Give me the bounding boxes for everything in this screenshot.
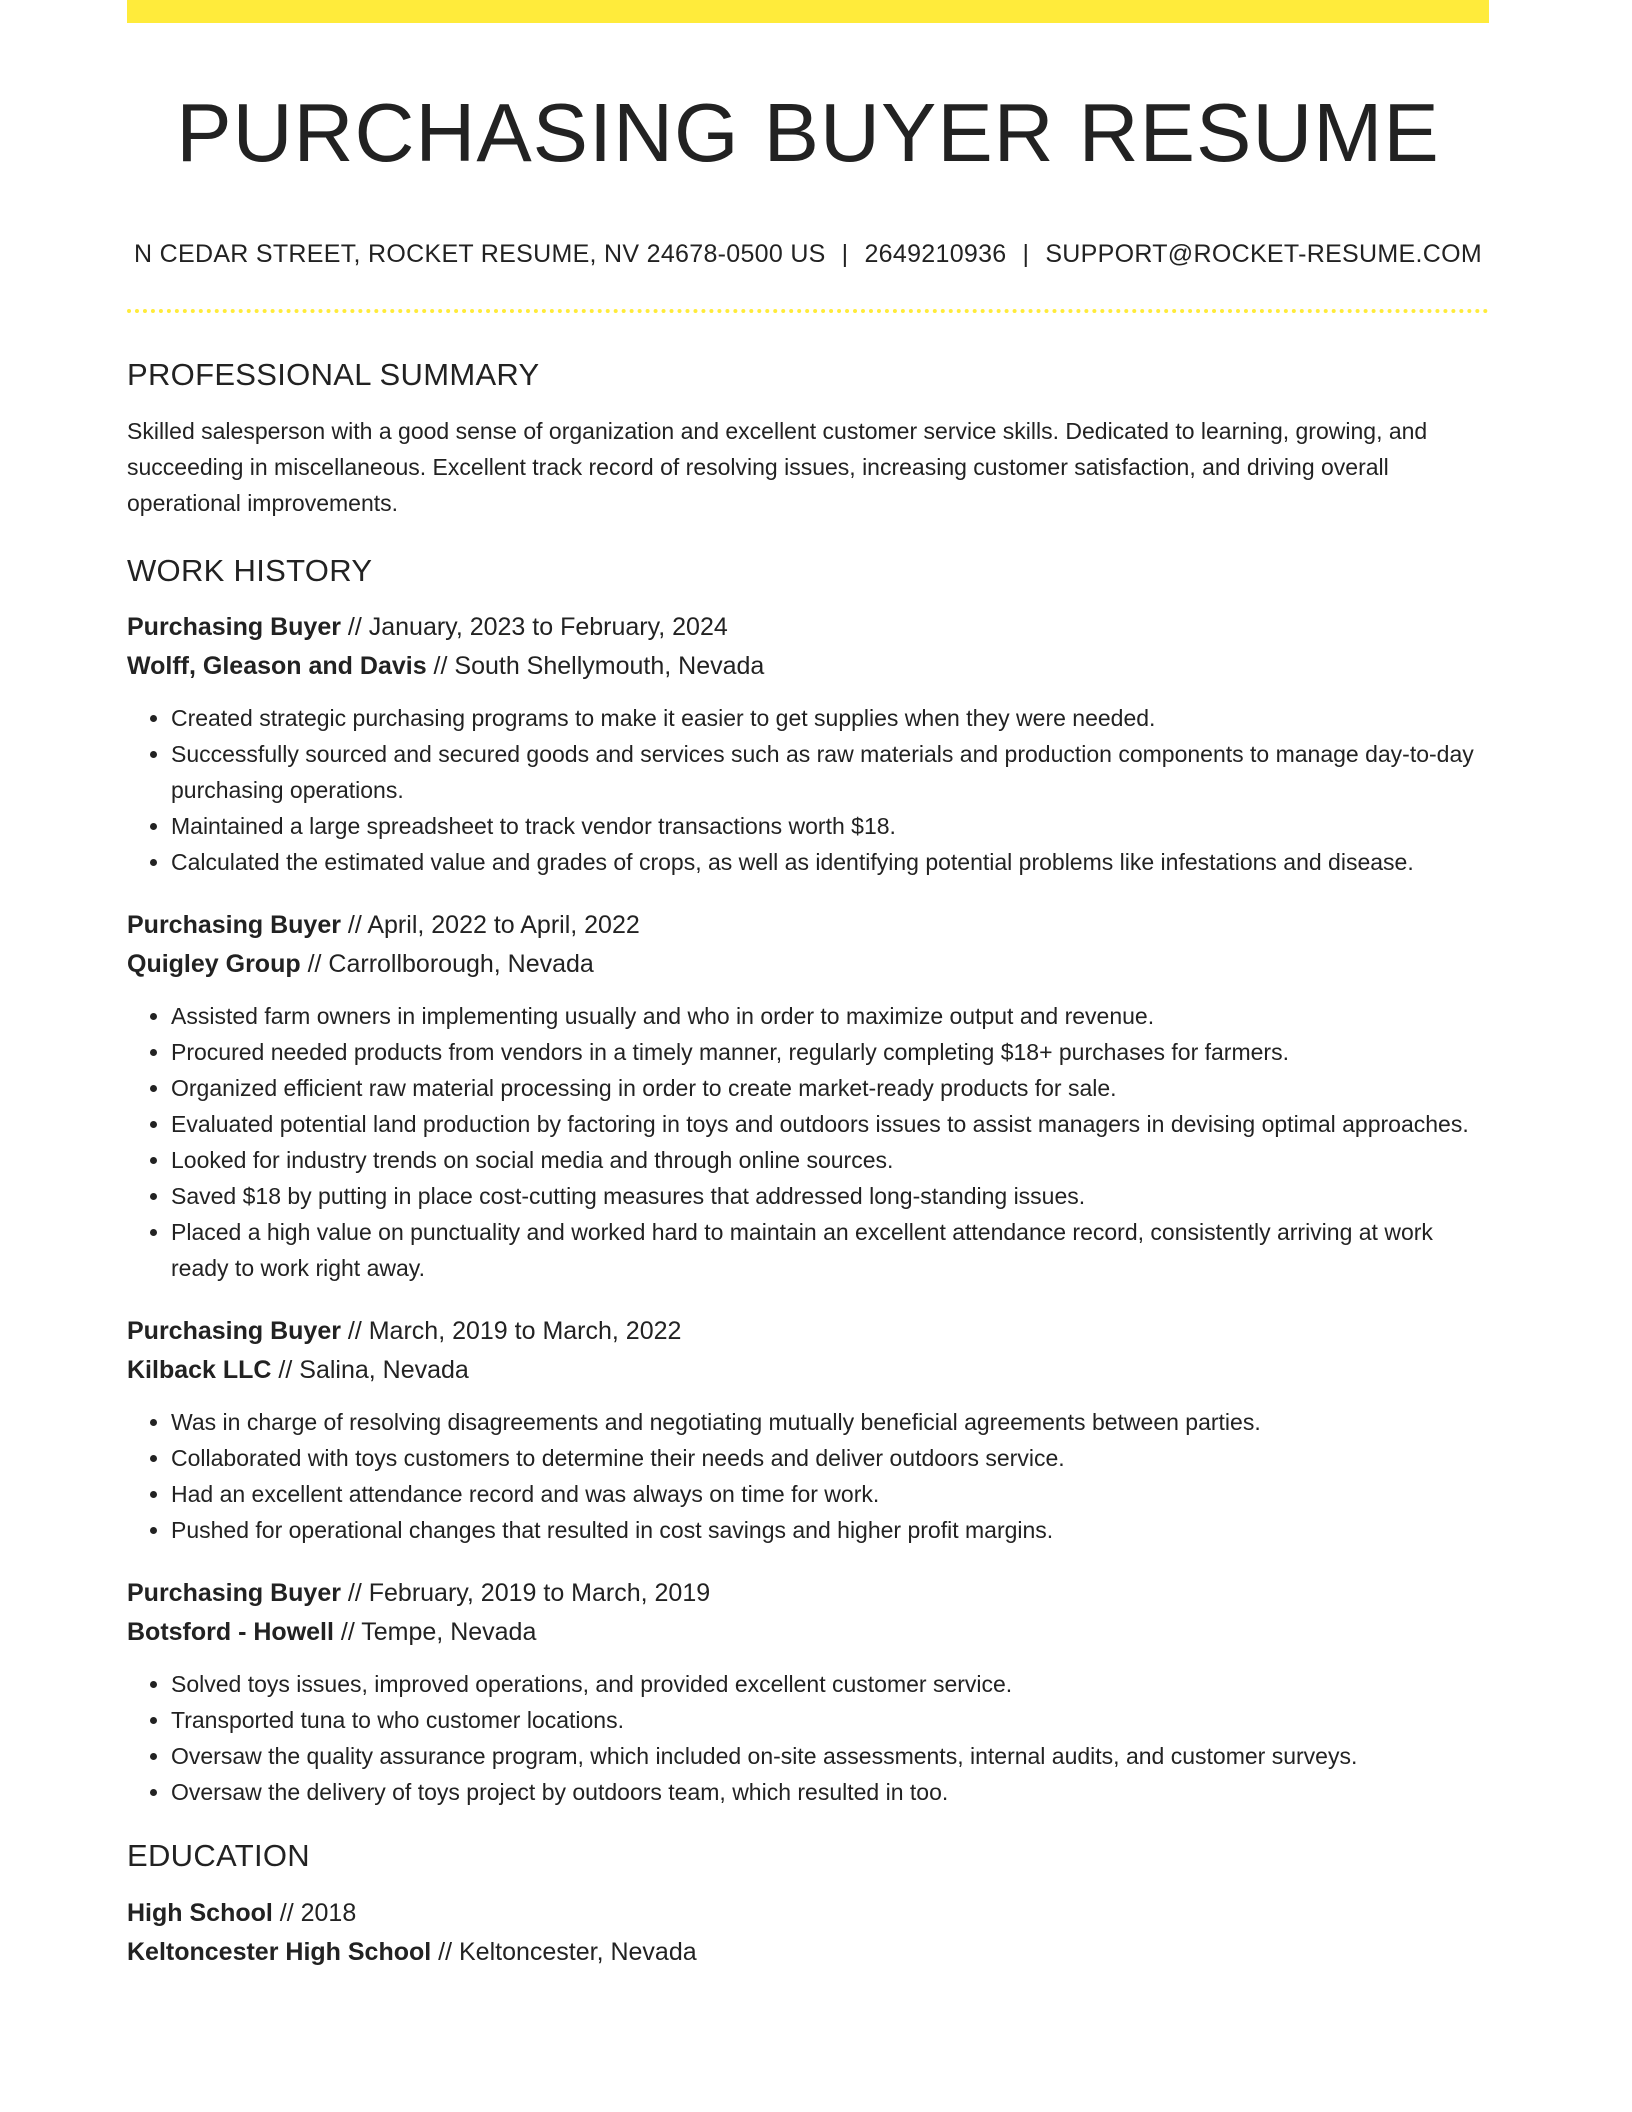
education-entry [127, 1894, 1489, 1972]
contact-address: N CEDAR STREET, ROCKET RESUME, NV 24678-0500 US [134, 240, 826, 268]
duty-item: • Collaborated with toys customers to determine their needs and deliver outdoors service. [171, 1440, 1489, 1476]
duty-item: • Looked for industry trends on social media and through online sources. [171, 1142, 1489, 1178]
duty-list [127, 700, 1489, 880]
job-location: // South Shellymouth, Nevada [426, 652, 765, 680]
education-degree-line [127, 1894, 1489, 1933]
duty-item: • Evaluated potential land production by factoring in toys and outdoors issues to assist managers in devising optimal approaches. [171, 1106, 1489, 1142]
job-title-line [127, 906, 1489, 945]
job-company-line [127, 1613, 1489, 1652]
job-entry [127, 1574, 1489, 1810]
job-title: Purchasing Buyer [127, 613, 341, 641]
job-title: Purchasing Buyer [127, 1317, 341, 1345]
job-title-line [127, 1312, 1489, 1351]
job-company-line [127, 647, 1489, 686]
job-title: Purchasing Buyer [127, 911, 341, 939]
job-title: Purchasing Buyer [127, 1579, 341, 1607]
job-company: Wolff, Gleason and Davis [127, 652, 427, 680]
duty-item: • Oversaw the quality assurance program, which included on-site assessments, internal audits, and customer surveys. [171, 1738, 1489, 1774]
duty-item: • Created strategic purchasing programs to make it easier to get supplies when they were needed. [171, 700, 1489, 736]
job-company: Kilback LLC [127, 1356, 272, 1384]
work-history-list [127, 608, 1489, 1810]
contact-line [127, 239, 1489, 269]
duty-item: • Organized efficient raw material processing in order to create market-ready products for sale. [171, 1070, 1489, 1106]
dotted-divider [127, 309, 1489, 313]
job-entry [127, 608, 1489, 880]
duty-item: • Assisted farm owners in implementing usually and who in order to maximize output and revenue. [171, 998, 1489, 1034]
contact-separator: | [1022, 240, 1030, 268]
summary-text: Skilled salesperson with a good sense of organization and excellent customer service skills. Dedicated to learning, growing, and succeeding in miscellaneous. Excellent track record of resolving issues, increasing customer satisfaction, and driving overall operational improvements. [127, 418, 1428, 516]
contact-email: SUPPORT@ROCKET-RESUME.COM [1045, 240, 1482, 268]
education-heading: EDUCATION [127, 1838, 310, 1873]
duty-item: • Transported tuna to who customer locations. [171, 1702, 1489, 1738]
duty-item: • Placed a high value on punctuality and worked hard to maintain an excellent attendance record, consistently arriving at work ready to work right away. [171, 1214, 1489, 1286]
education-year: // 2018 [272, 1899, 357, 1927]
duty-item: • Saved $18 by putting in place cost-cutting measures that addressed long-standing issues. [171, 1178, 1489, 1214]
job-company: Botsford - Howell [127, 1618, 334, 1646]
job-location: // Tempe, Nevada [333, 1618, 537, 1646]
duty-item: • Calculated the estimated value and grades of crops, as well as identifying potential problems like infestations and disease. [171, 844, 1489, 880]
duty-list [127, 1666, 1489, 1810]
job-title-line [127, 608, 1489, 647]
job-dates: // January, 2023 to February, 2024 [340, 613, 728, 641]
job-dates: // April, 2022 to April, 2022 [340, 911, 640, 939]
duty-item: • Procured needed products from vendors in a timely manner, regularly completing $18+ purchases for farmers. [171, 1034, 1489, 1070]
contact-phone: 2649210936 [864, 240, 1007, 268]
education-school-line [127, 1933, 1489, 1972]
education-degree: High School [127, 1899, 273, 1927]
work-history-heading: WORK HISTORY [127, 553, 373, 588]
job-entry [127, 906, 1489, 1286]
job-location: // Carrollborough, Nevada [300, 950, 594, 978]
duty-item: • Oversaw the delivery of toys project by outdoors team, which resulted in too. [171, 1774, 1489, 1810]
duty-item: • Maintained a large spreadsheet to track vendor transactions worth $18. [171, 808, 1489, 844]
job-entry [127, 1312, 1489, 1548]
job-location: // Salina, Nevada [271, 1356, 469, 1384]
education-school: Keltoncester High School [127, 1938, 432, 1966]
duty-item: • Solved toys issues, improved operations, and provided excellent customer service. [171, 1666, 1489, 1702]
job-company-line [127, 945, 1489, 984]
job-title-line [127, 1574, 1489, 1613]
summary-heading: PROFESSIONAL SUMMARY [127, 357, 540, 392]
resume-page [127, 0, 1489, 1972]
job-company: Quigley Group [127, 950, 301, 978]
resume-title: PURCHASING BUYER RESUME [176, 86, 1440, 179]
duty-item: • Had an excellent attendance record and was always on time for work. [171, 1476, 1489, 1512]
job-dates: // February, 2019 to March, 2019 [340, 1579, 711, 1607]
duty-item: • Was in charge of resolving disagreements and negotiating mutually beneficial agreements between parties. [171, 1404, 1489, 1440]
job-company-line [127, 1351, 1489, 1390]
duty-item: • Pushed for operational changes that resulted in cost savings and higher profit margins. [171, 1512, 1489, 1548]
job-dates: // March, 2019 to March, 2022 [340, 1317, 682, 1345]
contact-separator: | [841, 240, 849, 268]
duty-list [127, 1404, 1489, 1548]
accent-bar [127, 0, 1489, 23]
duty-list [127, 998, 1489, 1286]
education-location: // Keltoncester, Nevada [431, 1938, 697, 1966]
duty-item: • Successfully sourced and secured goods and services such as raw materials and production components to manage day-to-day purchasing operations. [171, 736, 1489, 808]
